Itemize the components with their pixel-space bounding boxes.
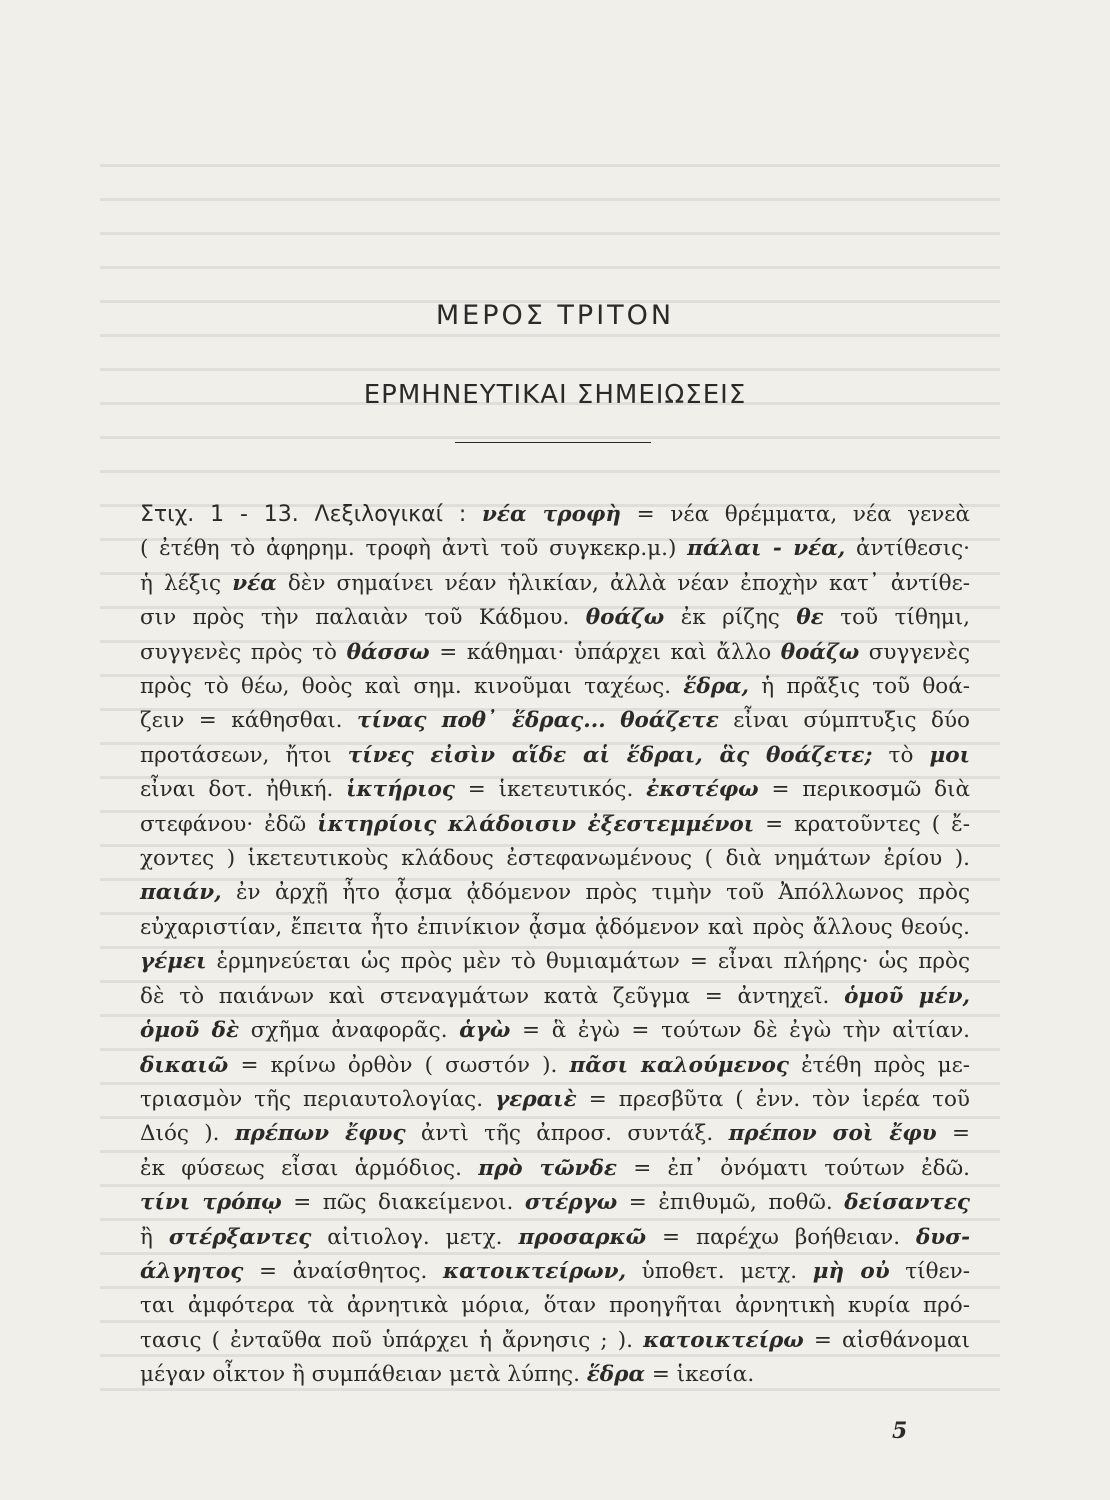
glossed-term: ἕδρα xyxy=(586,1362,645,1388)
gloss-text: εἶναι δοτ. ἠθική. xyxy=(140,777,347,803)
text-line xyxy=(140,773,970,807)
gloss-text: ἐκ ρίζης xyxy=(664,605,797,631)
glossed-term: γεραιὲ xyxy=(495,1086,577,1112)
title-underline xyxy=(455,442,651,443)
text-line xyxy=(140,1221,970,1255)
glossed-term: νέα τροφὴ xyxy=(481,502,621,527)
glossed-term: θε xyxy=(796,605,824,631)
gloss-text: προτάσεων, ἤτοι xyxy=(140,742,348,768)
glossed-term: ἱκτήριος xyxy=(346,777,455,803)
gloss-text: τὸ xyxy=(872,742,930,768)
glossed-term: στέργω xyxy=(524,1190,618,1216)
gloss-text: = παρέχω βοήθειαν. xyxy=(646,1224,916,1250)
section-title: ΕΡΜΗΝΕΥΤΙΚΑΙ ΣΗΜΕΙΩΣΕΙΣ xyxy=(363,380,747,410)
gloss-text: = κρίνω ὀρθὸν ( σωστόν ). xyxy=(228,1052,570,1078)
gloss-text: μέγαν οἶκτον ἢ συμπάθειαν μετὰ λύπης. xyxy=(140,1362,587,1388)
gloss-text: = κάθημαι· ὑπάρχει καὶ ἄλλο xyxy=(429,639,781,665)
verse-reference: Στιχ. 1 - 13. Λεξιλογικαί : xyxy=(140,502,467,527)
text-line xyxy=(140,739,970,773)
gloss-text: συγγενὲς xyxy=(859,639,970,665)
text-line xyxy=(140,911,970,945)
gloss-text: τίθεν- xyxy=(889,1258,970,1284)
gloss-text: = πρεσβῦτα ( ἐνν. τὸν ἱερέα τοῦ xyxy=(576,1086,970,1112)
gloss-text: σιν πρὸς τὴν παλαιὰν τοῦ Κάδμου. xyxy=(140,605,586,631)
gloss-text: = xyxy=(936,1121,970,1147)
text-line xyxy=(140,808,970,842)
gloss-text: συγγενὲς πρὸς τὸ xyxy=(140,639,347,665)
gloss-text: ἐκ φύσεως εἶσαι ἁρμόδιος. xyxy=(140,1155,479,1181)
gloss-text: ἀντὶ τῆς ἀπροσ. συντάξ. xyxy=(405,1121,729,1147)
glossed-term: πᾶσι καλούμενος xyxy=(569,1052,789,1078)
gloss-text: τασις ( ἐνταῦθα ποῦ ὑπάρχει ἡ ἄρνησις ; ). xyxy=(140,1327,644,1353)
gloss-text: Διός ). xyxy=(140,1121,235,1147)
text-line xyxy=(140,1049,970,1083)
gloss-text: = ἀναίσθητος. xyxy=(243,1258,443,1284)
text-line xyxy=(140,532,970,566)
glossed-term: ἕδρα, xyxy=(683,674,750,700)
glossed-term: μοι xyxy=(929,742,970,768)
glossed-term: δείσαντες xyxy=(844,1190,971,1216)
gloss-text: εἶναι σύμπτυξις δύο xyxy=(718,708,970,734)
glossed-term: κατοικτείρων, xyxy=(442,1258,627,1284)
glossed-term: δικαιῶ xyxy=(140,1052,229,1078)
glossed-term: στέρξαντες xyxy=(168,1224,312,1250)
glossed-term: πάλαι - νέα, xyxy=(687,536,846,562)
gloss-text: αἰτιολογ. μετχ. xyxy=(311,1224,519,1250)
text-line xyxy=(140,1186,970,1220)
gloss-text: δὲν σημαίνει νέαν ἡλικίαν, ἀλλὰ νέαν ἐποχὴν κατ᾿ ἀντίθε- xyxy=(276,570,970,596)
gloss-text: = ἐπιθυμῶ, ποθῶ. xyxy=(617,1190,845,1216)
gloss-text: ( ἐτέθη τὸ ἀφηρημ. τροφὴ ἀντὶ τοῦ συγκεκρ.μ.) xyxy=(140,536,688,562)
glossed-term: ἁγὼ xyxy=(459,1018,511,1044)
glossed-term: θοάζετε xyxy=(620,708,719,734)
text-line xyxy=(140,842,970,876)
text-line xyxy=(140,498,970,532)
text-line xyxy=(140,1255,970,1289)
glossed-term: θάσσω xyxy=(346,639,430,665)
gloss-text xyxy=(466,502,482,527)
gloss-text: χοντες ) ἱκετευτικοὺς κλάδους ἐστεφανωμένους ( διὰ νημάτων ἐρίου ). xyxy=(140,846,970,872)
gloss-text: ὑποθετ. μετχ. xyxy=(626,1258,813,1284)
gloss-text: = ἐπ᾿ ὀνόματι τούτων ἐδῶ. xyxy=(616,1155,970,1181)
commentary-paragraph xyxy=(140,498,970,1393)
text-line xyxy=(140,1289,970,1323)
glossed-term: παιάν, xyxy=(140,880,222,906)
glossed-term: προσαρκῶ xyxy=(518,1224,647,1250)
glossed-term: νέα xyxy=(232,570,277,596)
text-line xyxy=(140,601,970,635)
gloss-text: ἑρμηνεύεται ὡς πρὸς μὲν τὸ θυμιαμάτων = εἶναι πλήρης· ὡς πρὸς xyxy=(206,949,970,975)
gloss-text: σχῆμα ἀναφορᾶς. xyxy=(239,1018,460,1044)
glossed-term: άλγητος xyxy=(140,1258,244,1284)
gloss-text: ἐτέθη πρὸς με- xyxy=(788,1052,970,1078)
gloss-text: = αἰσθάνομαι xyxy=(803,1327,970,1353)
gloss-text: ζειν = κάθησθαι. xyxy=(140,708,357,734)
gloss-text: εὐχαριστίαν, ἔπειτα ἦτο ἐπινίκιον ᾆσμα ᾀδόμενον καὶ πρὸς ἄλλους θεούς. xyxy=(140,914,970,940)
text-line xyxy=(140,876,970,910)
gloss-text: τριασμὸν τῆς περιαυτολογίας. xyxy=(140,1086,496,1112)
gloss-text: = ἱκεσία. xyxy=(645,1362,755,1388)
glossed-term: ὁμοῦ δὲ xyxy=(140,1018,240,1044)
text-line xyxy=(140,1117,970,1151)
glossed-term: κατοικτείρω xyxy=(643,1327,804,1353)
gloss-text: = πῶς διακείμενοι. xyxy=(281,1190,525,1216)
part-title: ΜΕΡΟΣ ΤΡΙΤΟΝ xyxy=(435,300,675,331)
gloss-text xyxy=(606,708,621,733)
text-line xyxy=(140,1358,970,1392)
glossed-term: πρὸ τῶνδε xyxy=(478,1155,617,1181)
text-line xyxy=(140,945,970,979)
glossed-term: δυσ- xyxy=(915,1224,971,1250)
gloss-text: = νέα θρέμματα, νέα γενεὰ xyxy=(621,502,970,527)
glossed-term: πρέπων ἔφυς xyxy=(234,1121,406,1147)
gloss-text: ται ἀμφότερα τὰ ἀρνητικὰ μόρια, ὅταν προηγῆται ἀρνητικὴ κυρία πρό- xyxy=(140,1293,970,1319)
glossed-term: τίνες εἰσὶν αἵδε αἱ ἕδραι, ἃς θοάζετε; xyxy=(347,742,873,768)
glossed-term: θοάζω xyxy=(780,639,860,665)
glossed-term: τίνι τρόπῳ xyxy=(140,1190,282,1216)
text-line xyxy=(140,1152,970,1186)
glossed-term: μὴ οὐ xyxy=(812,1258,890,1284)
text-line xyxy=(140,1014,970,1048)
gloss-text: δὲ τὸ παιάνων καὶ στεναγμάτων κατὰ ζεῦγμα = ἀντηχεῖ. xyxy=(140,983,845,1009)
text-line xyxy=(140,636,970,670)
page-number: 5 xyxy=(892,1418,908,1444)
gloss-text: = περικοσμῶ διὰ xyxy=(758,777,970,803)
gloss-text: πρὸς τὸ θέω, θοὸς καὶ σημ. κινοῦμαι ταχέως. xyxy=(140,674,684,700)
glossed-term: ἱκτηρίοις κλάδοισιν ἐξεστεμμένοι xyxy=(317,811,755,837)
glossed-term: ὁμοῦ μέν, xyxy=(844,983,970,1009)
gloss-text: = ἃ ἐγὼ = τούτων δὲ ἐγὼ τὴν αἰτίαν. xyxy=(510,1018,970,1044)
glossed-term: τίνας ποθ᾿ ἕδρας... xyxy=(357,708,606,734)
text-line xyxy=(140,980,970,1014)
gloss-text: = κρατοῦντες ( ἔ- xyxy=(754,811,970,837)
text-line xyxy=(140,704,970,738)
glossed-term: θοάζω xyxy=(585,605,665,631)
gloss-text: τοῦ τίθημι, xyxy=(823,605,971,631)
gloss-text: ἢ xyxy=(140,1224,169,1250)
text-line xyxy=(140,1083,970,1117)
gloss-text: = ἱκετευτικός. xyxy=(454,777,647,803)
glossed-term: ἐκστέφω xyxy=(646,777,759,803)
text-line xyxy=(140,567,970,601)
gloss-text: ἐν ἀρχῇ ἦτο ᾆσμα ᾀδόμενον πρὸς τιμὴν τοῦ Ἀπόλλωνος πρὸς xyxy=(221,880,970,906)
gloss-text: ἡ πρᾶξις τοῦ θοά- xyxy=(749,674,970,700)
glossed-term: γέμει xyxy=(140,949,207,975)
gloss-text: ἡ λέξις xyxy=(140,570,233,596)
glossed-term: πρέπον σοὶ ἔφυ xyxy=(728,1121,937,1147)
gloss-text: στεφάνου· ἐδῶ xyxy=(140,811,318,837)
gloss-text: ἀντίθεσις· xyxy=(845,536,971,562)
text-line xyxy=(140,1324,970,1358)
text-line xyxy=(140,670,970,704)
